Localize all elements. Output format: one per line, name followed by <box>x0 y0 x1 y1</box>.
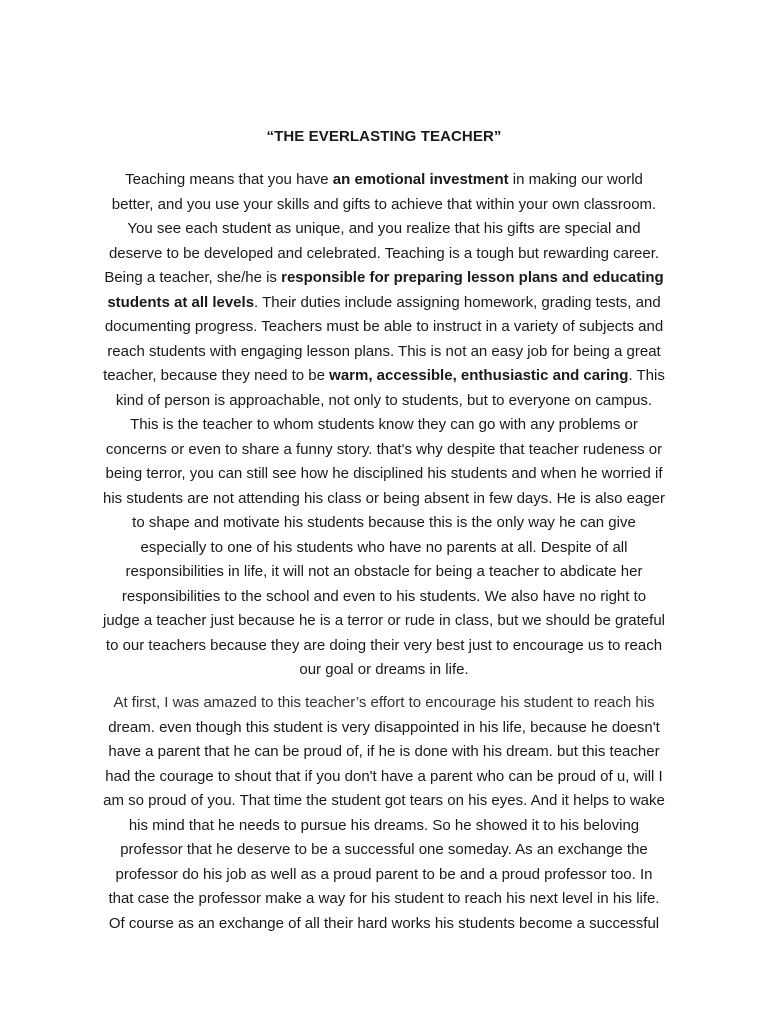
text-segment: to shape and motivate his students because this is the only way he can give <box>132 514 636 531</box>
text-line <box>84 887 684 912</box>
text-segment: At first, I was amazed to this teacher’s effort to encourage his student to reach his <box>113 694 655 711</box>
text-segment: professor that he deserve to be a successful one someday. As an exchange the <box>120 841 648 858</box>
text-line <box>84 789 684 814</box>
text-line <box>84 765 684 790</box>
text-line <box>84 364 684 389</box>
text-line <box>84 691 684 716</box>
text-line <box>84 560 684 585</box>
text-line <box>84 863 684 888</box>
document-title: “THE EVERLASTING TEACHER” <box>266 128 502 145</box>
text-line <box>84 912 684 937</box>
text-line <box>84 487 684 512</box>
text-line <box>84 340 684 365</box>
text-segment: better, and you use your skills and gifts to achieve that within your own classroom. <box>111 195 657 213</box>
text-line <box>84 609 684 634</box>
text-line <box>84 168 684 193</box>
text-segment: concerns or even to share a funny story. that's why despite that teacher rudeness or <box>105 440 663 458</box>
text-segment: his students are not attending his class or being absent in few days. He is also eager <box>103 489 665 507</box>
text-segment: . This <box>628 367 665 384</box>
text-segment: dream. even though this student is very disappointed in his life, because he doesn't <box>108 718 660 736</box>
text-segment: reach students with engaging lesson plans. This is not an easy job for being a great <box>107 342 661 360</box>
text-segment: documenting progress. Teachers must be able to instruct in a variety of subjects and <box>104 318 664 335</box>
text-line <box>84 536 684 561</box>
text-line <box>84 511 684 536</box>
text-segment: responsibilities to the school and even to his students. We also have no right to <box>121 587 647 605</box>
text-line <box>84 716 684 741</box>
text-segment: judge a teacher just because he is a terror or rude in class, but we should be grateful <box>103 612 665 629</box>
text-segment: in making our world <box>508 171 643 188</box>
text-segment: Of course as an exchange of all their hard works his students become a successful <box>108 914 660 932</box>
text-segment: kind of person is approachable, not only to students, but to everyone on campus. <box>115 391 653 409</box>
text-segment: to our teachers because they are doing their very best just to encourage us to reach <box>105 636 663 654</box>
text-segment: professor do his job as well as a proud parent to be and a proud professor too. In <box>115 865 653 883</box>
text-line <box>84 315 684 340</box>
bold-text: an emotional investment <box>332 171 509 188</box>
paragraph-1 <box>84 168 684 683</box>
bold-text: warm, accessible, enthusiastic and caring <box>329 367 629 384</box>
text-segment: his mind that he needs to pursue his dreams. So he showed it to his beloving <box>128 816 640 834</box>
text-segment: especially to one of his students who have no parents at all. Despite of all <box>140 538 628 556</box>
text-segment: responsibilities in life, it will not an obstacle for being a teacher to abdicate her <box>125 563 643 580</box>
text-line <box>84 242 684 267</box>
text-line <box>84 193 684 218</box>
text-segment: teacher, because they need to be <box>103 367 330 384</box>
text-line <box>84 217 684 242</box>
text-line <box>84 438 684 463</box>
text-line <box>84 585 684 610</box>
text-line <box>84 389 684 414</box>
paragraph-2 <box>84 691 684 936</box>
text-line <box>84 838 684 863</box>
text-segment: have a parent that he can be proud of, if he is done with his dream. but this teacher <box>108 743 660 760</box>
text-line <box>84 266 684 291</box>
text-segment: . Their duties include assigning homework, grading tests, and <box>254 293 661 311</box>
text-segment: Being a teacher, she/he is <box>104 269 282 286</box>
text-line <box>84 462 684 487</box>
text-segment: our goal or dreams in life. <box>299 661 469 678</box>
text-segment: You see each student as unique, and you realize that his gifts are special and <box>127 220 641 237</box>
text-segment: had the courage to shout that if you don't have a parent who can be proud of u, will I <box>105 767 663 785</box>
text-segment: deserve to be developed and celebrated. Teaching is a tough but rewarding career. <box>108 244 660 262</box>
text-line <box>84 634 684 659</box>
text-line <box>84 658 684 683</box>
text-segment: Teaching means that you have <box>125 171 333 188</box>
text-segment: This is the teacher to whom students know they can go with any problems or <box>130 416 638 433</box>
text-line <box>84 291 684 316</box>
text-segment: being terror, you can still see how he disciplined his students and when he worried if <box>105 465 663 482</box>
text-line <box>84 814 684 839</box>
text-segment: am so proud of you. That time the student got tears on his eyes. And it helps to wake <box>103 792 665 809</box>
bold-text: students at all levels <box>107 293 255 311</box>
text-line <box>84 413 684 438</box>
text-segment: that case the professor make a way for his student to reach his next level in his life. <box>108 890 660 907</box>
bold-text: responsible for preparing lesson plans and educating <box>281 269 664 286</box>
text-line <box>84 740 684 765</box>
